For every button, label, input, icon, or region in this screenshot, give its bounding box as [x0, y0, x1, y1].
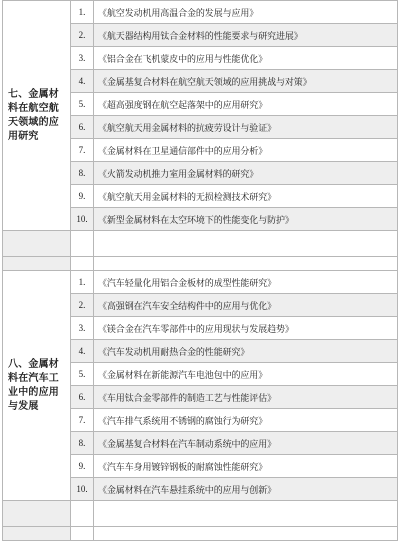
item-title: 《金属材料在汽车悬挂系统中的应用与创新》 — [94, 478, 398, 501]
item-title: 《金属基复合材料在航空航天领域的应用挑战与对策》 — [94, 70, 398, 93]
item-title: 《镁合金在汽车零部件中的应用现状与发展趋势》 — [94, 317, 398, 340]
category-cell-automotive: 八、金属材料在汽车工业中的应用与发展 — [3, 271, 71, 501]
item-title: 《车用钛合金零部件的制造工艺与性能评估》 — [94, 386, 398, 409]
item-number: 3. — [71, 47, 94, 70]
item-title: 《汽车车身用镀锌钢板的耐腐蚀性能研究》 — [94, 455, 398, 478]
item-title: 《金属材料在卫星通信部件中的应用分析》 — [94, 139, 398, 162]
item-number: 9. — [71, 185, 94, 208]
item-number: 5. — [71, 363, 94, 386]
item-title: 《汽车排气系统用不锈钢的腐蚀行为研究》 — [94, 409, 398, 432]
item-number: 1. — [71, 271, 94, 294]
item-number: 7. — [71, 139, 94, 162]
item-number: 5. — [71, 93, 94, 116]
topic-table — [2, 0, 398, 541]
item-title: 《铝合金在飞机蒙皮中的应用与性能优化》 — [94, 47, 398, 70]
item-title: 《金属基复合材料在汽车制动系统中的应用》 — [94, 432, 398, 455]
item-title: 《航空发动机用高温合金的发展与应用》 — [94, 1, 398, 24]
item-number: 2. — [71, 294, 94, 317]
item-title: 《航空航天用金属材料的抗疲劳设计与验证》 — [94, 116, 398, 139]
table-row — [3, 271, 398, 294]
item-number: 4. — [71, 70, 94, 93]
item-number: 7. — [71, 409, 94, 432]
item-title: 《高强钢在汽车安全结构件中的应用与优化》 — [94, 294, 398, 317]
spacer-row — [3, 501, 398, 527]
item-number: 3. — [71, 317, 94, 340]
item-number: 2. — [71, 24, 94, 47]
item-number: 10. — [71, 478, 94, 501]
item-number: 4. — [71, 340, 94, 363]
item-title: 《新型金属材料在太空环境下的性能变化与防护》 — [94, 208, 398, 231]
item-title: 《汽车发动机用耐热合金的性能研究》 — [94, 340, 398, 363]
item-number: 6. — [71, 386, 94, 409]
item-title: 《航天器结构用钛合金材料的性能要求与研究进展》 — [94, 24, 398, 47]
item-title: 《超高强度钢在航空起落架中的应用研究》 — [94, 93, 398, 116]
item-number: 9. — [71, 455, 94, 478]
item-number: 8. — [71, 162, 94, 185]
item-number: 10. — [71, 208, 94, 231]
item-number: 1. — [71, 1, 94, 24]
item-title: 《航空航天用金属材料的无损检测技术研究》 — [94, 185, 398, 208]
spacer-row — [3, 527, 398, 541]
item-title: 《金属材料在新能源汽车电池包中的应用》 — [94, 363, 398, 386]
category-cell-aerospace: 七、金属材料在航空航天领域的应用研究 — [3, 1, 71, 231]
item-title: 《汽车轻量化用铝合金板材的成型性能研究》 — [94, 271, 398, 294]
item-number: 8. — [71, 432, 94, 455]
spacer-row — [3, 231, 398, 257]
table-row — [3, 1, 398, 24]
item-number: 6. — [71, 116, 94, 139]
item-title: 《火箭发动机推力室用金属材料的研究》 — [94, 162, 398, 185]
spacer-row — [3, 257, 398, 271]
